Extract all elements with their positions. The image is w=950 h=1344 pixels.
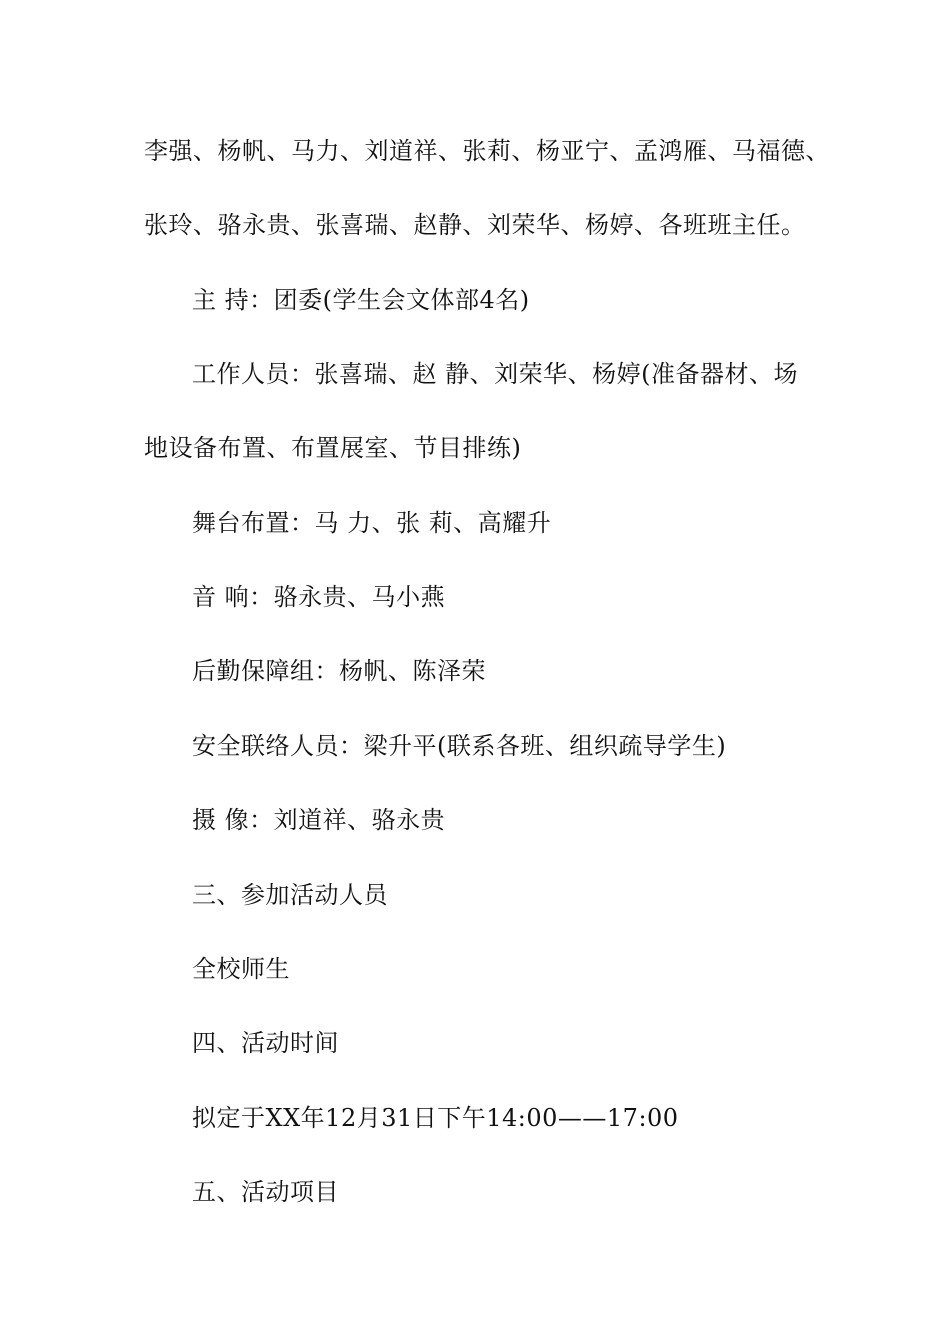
section-heading-participants: 三、参加活动人员: [192, 881, 388, 909]
host-line: 主 持：团委(学生会文体部4名): [192, 286, 530, 314]
section-heading-items: 五、活动项目: [192, 1178, 339, 1206]
staff-line-2: 地设备布置、布置展室、节目排练): [144, 434, 522, 462]
logistics-line: 后勤保障组：杨帆、陈泽荣: [192, 657, 486, 685]
section-heading-time: 四、活动时间: [192, 1029, 339, 1057]
safety-contact-line: 安全联络人员：梁升平(联系各班、组织疏导学生): [192, 732, 727, 760]
staff-line-1: 工作人员：张喜瑞、赵 静、刘荣华、杨婷(准备器材、场: [192, 360, 798, 388]
time-text: 拟定于XX年12月31日下午14:00——17:00: [192, 1104, 679, 1132]
name-list-line-1: 李强、杨帆、马力、刘道祥、张莉、杨亚宁、孟鸿雁、马福德、: [144, 137, 830, 165]
camera-line: 摄 像：刘道祥、骆永贵: [192, 806, 446, 834]
participants-text: 全校师生: [192, 955, 290, 983]
audio-line: 音 响：骆永贵、马小燕: [192, 583, 446, 611]
stage-setup-line: 舞台布置：马 力、张 莉、高耀升: [192, 509, 552, 537]
name-list-line-2: 张玲、骆永贵、张喜瑞、赵静、刘荣华、杨婷、各班班主任。: [144, 211, 806, 239]
